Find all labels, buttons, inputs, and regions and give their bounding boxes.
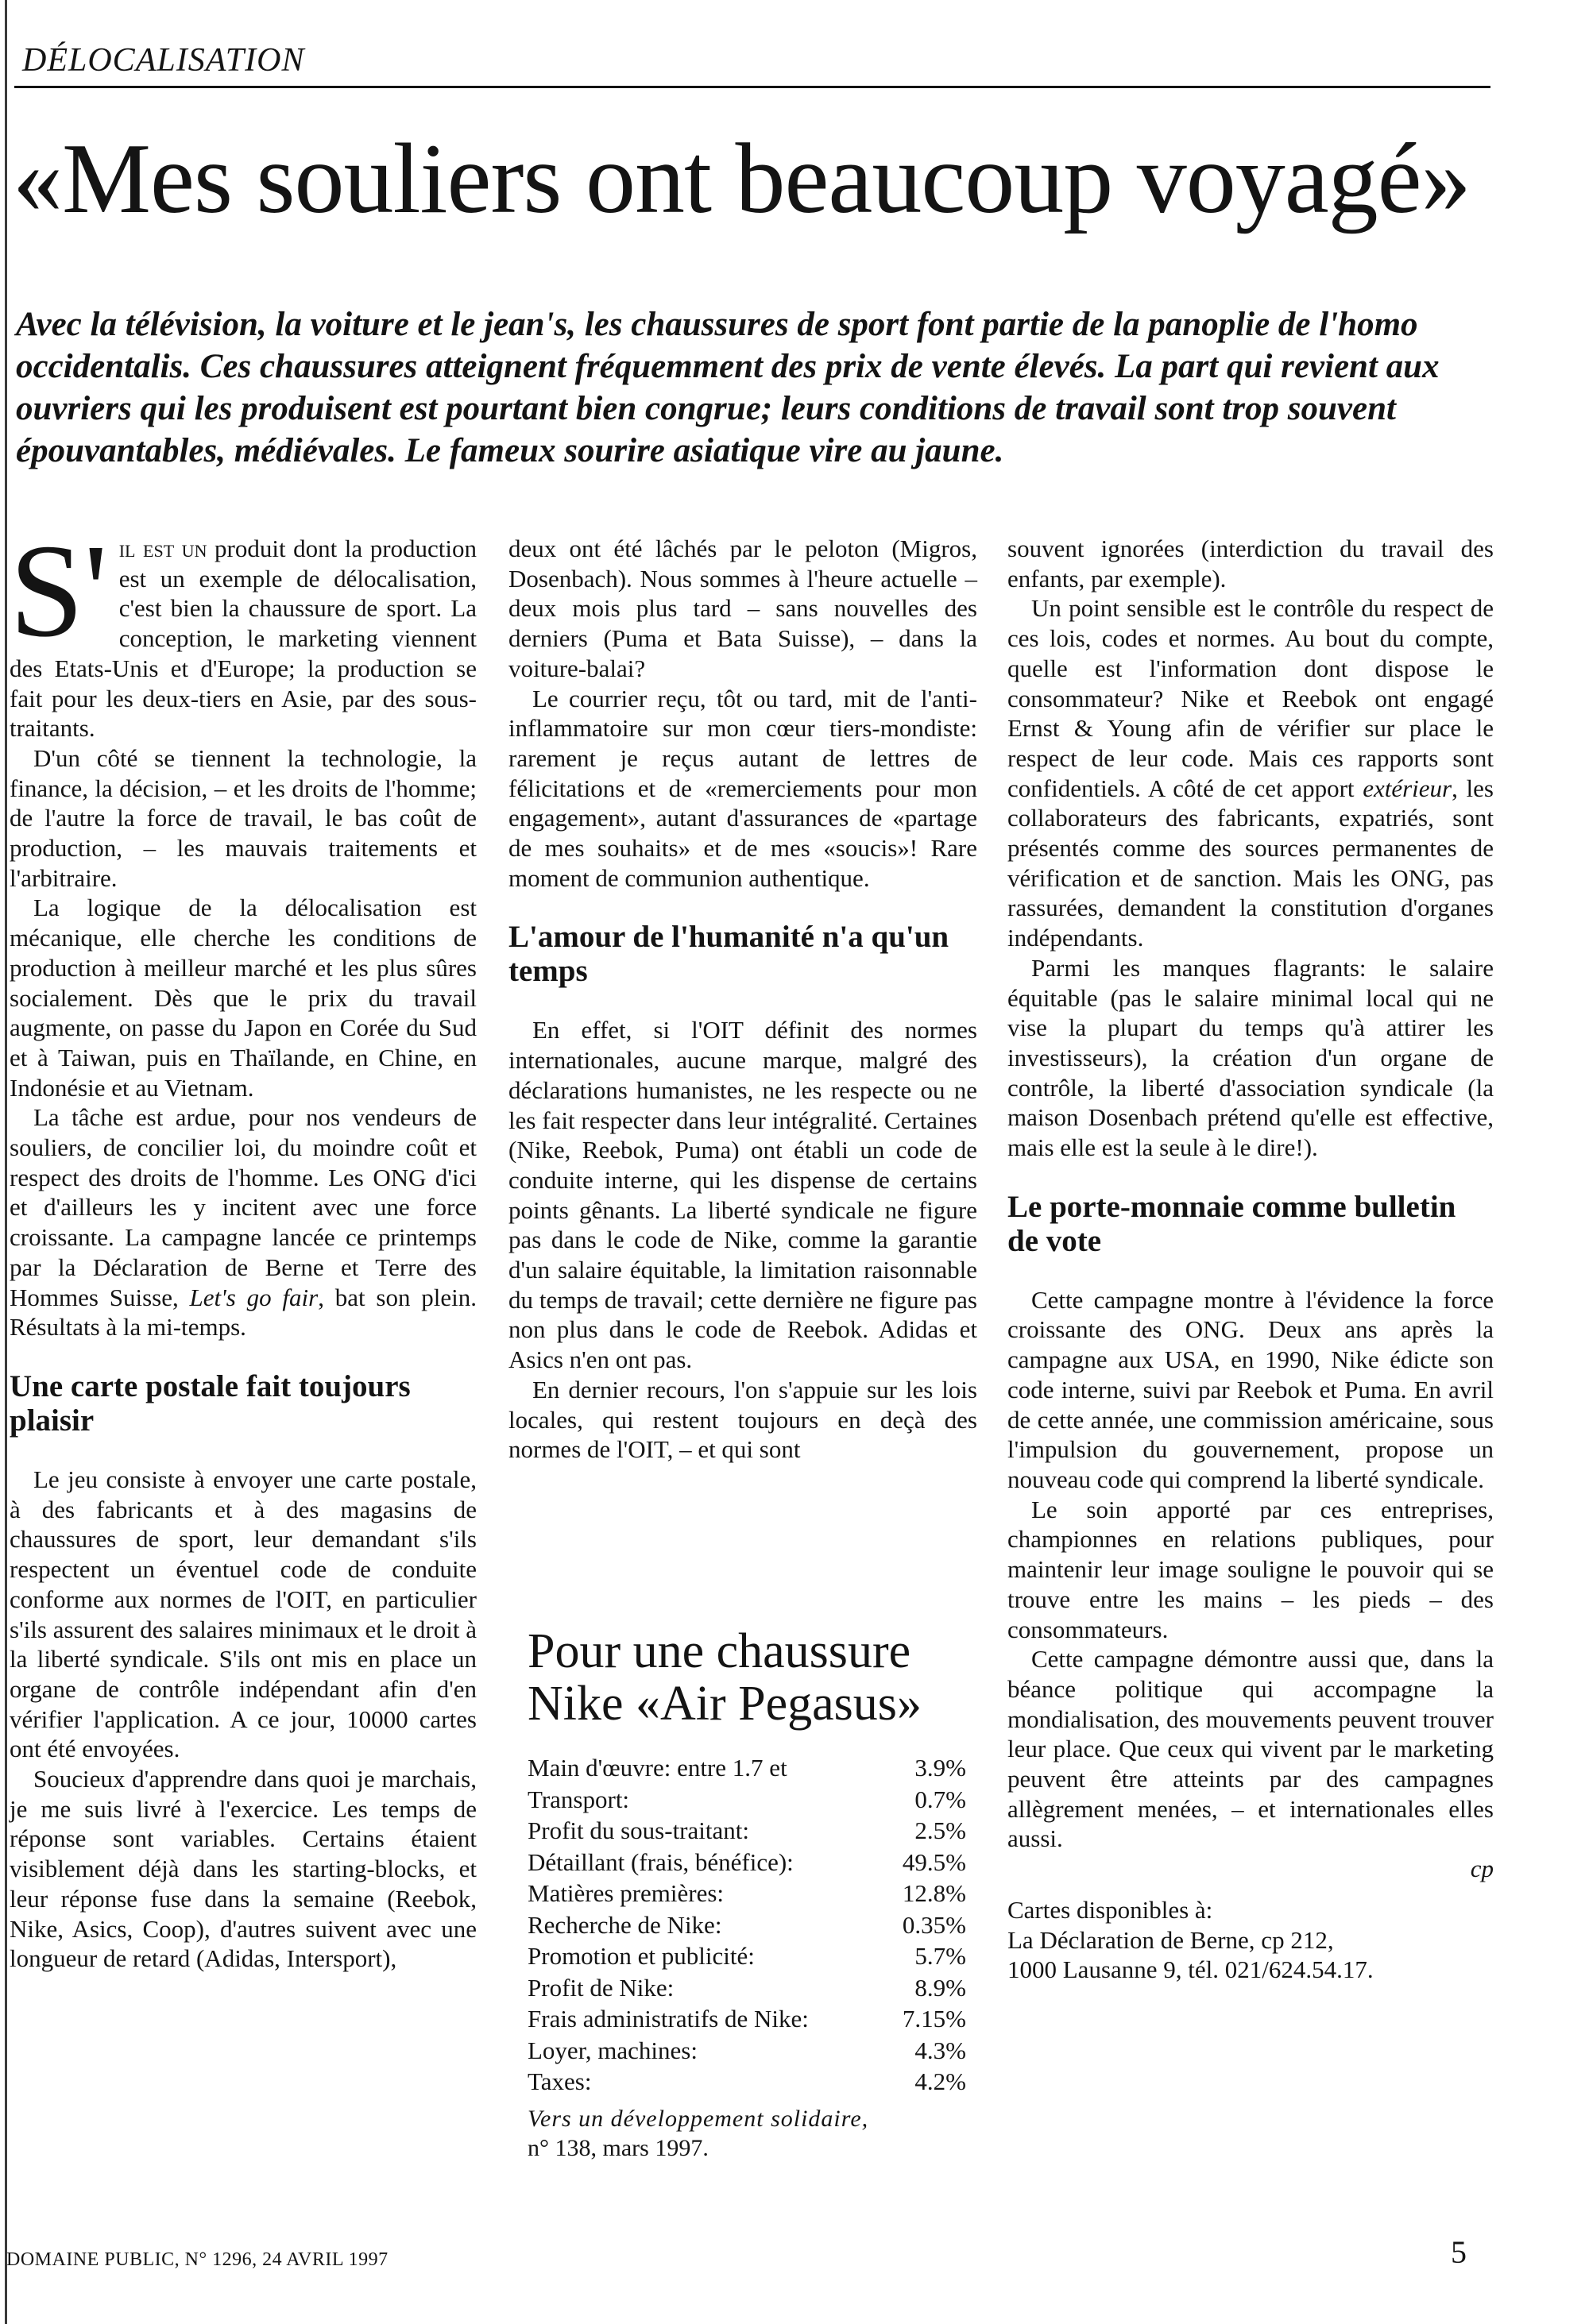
cost-label: Profit de Nike: bbox=[528, 1973, 675, 2002]
source-title: Vers un développement solidaire, bbox=[528, 2105, 869, 2132]
cost-row bbox=[528, 2003, 966, 2035]
column-2 bbox=[508, 534, 977, 1465]
cost-label: Loyer, machines: bbox=[528, 2036, 698, 2064]
author-signature bbox=[1007, 1854, 1494, 1884]
headline: «Mes souliers ont beaucoup voyagé» bbox=[13, 124, 1471, 234]
cost-label: Recherche de Nike: bbox=[528, 1910, 722, 1939]
cost-row bbox=[528, 1940, 966, 1972]
cost-value: 2.5% bbox=[914, 1816, 966, 1844]
box-source bbox=[528, 2104, 966, 2163]
subheading-carte-postale: Une carte postale fait toujours plaisir bbox=[10, 1369, 411, 1438]
cost-value: 4.3% bbox=[914, 2036, 966, 2064]
col3-p2-text-b: , les collaborateurs des fabricants, expatriés, sont présentés comme des sources permanentes de vérification et de sanction. Mais les ONG, pas rassurées, demandent la constitution d'organes indépendants. bbox=[1007, 774, 1494, 952]
cost-value: 49.5% bbox=[902, 1847, 966, 1876]
box-title: Pour une chaussure Nike «Air Pegasus» bbox=[528, 1624, 922, 1731]
cost-row bbox=[528, 1847, 966, 1878]
cost-row bbox=[528, 2035, 966, 2067]
cost-value: 3.9% bbox=[914, 1754, 966, 1782]
cost-label: Main d'œuvre: entre 1.7 et bbox=[528, 1754, 787, 1782]
subheading-porte-monnaie: Le porte-monnaie comme bulletin de vote bbox=[1007, 1189, 1456, 1258]
lead-paragraph: Avec la télévision, la voiture et le jean's, les chaussures de sport font partie de la panoplie de l'homo occidentalis. Ces chaussures atteignent fréquemment des prix de vente élevés. La part qui revient aux ouvriers qui les produisent est pourtant bien congrue; leurs conditions de travail sont trop souvent épouvantables, médiévales. Le fameux sourire asiatique vire au jaune. bbox=[16, 306, 1440, 469]
subheading-amour-humanite: L'amour de l'humanité n'a qu'un temps bbox=[508, 920, 949, 989]
col3-paragraph-3: Parmi les manques flagrants: le salaire équitable (pas le salaire minimal local qui ne vise la plupart du temps qu'à attirer les investisseurs), la création d'un organe de contrôle, la liberté d'association syndicale (la maison Dosenbach prétend qu'elle est effective, mais elle est la seule à le dire!). bbox=[1007, 953, 1494, 1162]
col3-paragraph-6: Cette campagne démontre aussi que, dans la béance politique qui accompagne la mondialisation, des mouvements peuvent trouver leur place. Que ceux qui vivent par le marketing peuvent être atteints par des campagnes allègrement menées, – et internationales elles aussi. bbox=[1007, 1645, 1494, 1853]
col1-paragraph-6: Soucieux d'apprendre dans quoi je marchais, je me suis livré à l'exercice. Les temps de réponse sont variables. Certains étaient visiblement déjà dans les starting-blocks, et leur réponse fuse dans la semaine (Reebok, Nike, Asics, Coop), d'autres suivent avec une longueur de retard (Adidas, Intersport), bbox=[10, 1765, 477, 1973]
col1-paragraph-5: Le jeu consiste à envoyer une carte postale, à des fabricants et à des magasins de chaussures de sport, leur demandant s'ils respectent un éventuel code de conduite conforme aux normes de l'OIT, en particulier s'ils assurent des salaires minimaux et le droit à la liberté syndicale. S'ils ont mis en place un organe de contrôle indépendant afin d'en vérifier l'application. A ce jour, 10000 cartes ont été envoyées. bbox=[10, 1465, 477, 1763]
col1-paragraph-1 bbox=[10, 517, 477, 743]
margin-line bbox=[5, 0, 7, 2324]
cost-row bbox=[528, 1752, 966, 1784]
campaign-name: Let's go fair bbox=[189, 1283, 319, 1311]
cost-row bbox=[528, 1909, 966, 1941]
cards-label: Cartes disponibles à: bbox=[1007, 1895, 1213, 1924]
cost-label: Promotion et publicité: bbox=[528, 1942, 755, 1970]
col3-paragraph-2 bbox=[1007, 593, 1494, 952]
cards-address-line-2: 1000 Lausanne 9, tél. 021/624.54.17. bbox=[1007, 1955, 1374, 1984]
header-rule bbox=[14, 86, 1490, 88]
drop-cap: S' bbox=[10, 517, 108, 665]
cost-label: Profit du sous-traitant: bbox=[528, 1816, 749, 1844]
cost-breakdown-box bbox=[528, 1625, 966, 2163]
col3-paragraph-5: Le soin apporté par ces entreprises, championnes en relations publiques, pour maintenir leur image souligne le pouvoir qui se trouve entre les mains – les pieds – des consommateurs. bbox=[1007, 1495, 1494, 1643]
cost-value: 5.7% bbox=[914, 1942, 966, 1970]
col1-p4-text-b: , bat son plein. Résultats à la mi-temps. bbox=[10, 1283, 477, 1342]
col3-p2-text-a: Un point sensible est le contrôle du respect de ces lois, codes et normes. Au bout du compte, quelle est l'information dont dispose le consommateur? Nike et Reebok ont engagé Ernst & Young afin de vérifier sur place le respect de leur code. Mais ces rapports sont confidentiels. A côté de cet apport bbox=[1007, 594, 1494, 802]
cost-row bbox=[528, 1878, 966, 1909]
col1-paragraph-2: D'un côté se tiennent la technologie, la finance, la décision, – et les droits de l'homme; de l'autre la force de travail, le bas coût de production, – les mauvais traitements et l'arbitraire. bbox=[10, 743, 477, 892]
col1-paragraph-3: La logique de la délocalisation est mécanique, elle cherche les conditions de production à meilleur marché et les plus sûres socialement. Dès que le prix du travail augmente, on passe du Japon en Corée du Sud et à Taiwan, puis en Thaïlande, en Chine, en Indonésie et au Vietnam. bbox=[10, 894, 477, 1102]
col1-p4-text-a: La tâche est ardue, pour nos vendeurs de souliers, de concilier loi, du moindre coût et respect des droits de l'homme. Les ONG d'ici et d'ailleurs les y incitent avec une force croissante. La campagne lancée ce printemps par la Déclaration de Berne et Terre des Hommes Suisse, bbox=[10, 1103, 477, 1311]
cost-label: Frais administratifs de Nike: bbox=[528, 2005, 809, 2033]
col1-p1-text: produit dont la production est un exemple de délocalisation, c'est bien la chaussure de sport. La conception, le marketing viennent des Etats-Unis et d'Europe; la production se fait pour les deux-tiers en Asie, par des sous-traitants. bbox=[10, 535, 477, 743]
cost-row bbox=[528, 1972, 966, 2004]
col3-paragraph-4: Cette campagne montre à l'évidence la force croissante des ONG. Deux ans après la campagne aux USA, en 1990, Nike édicte son code interne, suivi par Reebok et Puma. En avril de cette année, une commission américaine, sous l'impulsion du gouvernement, propose un nouveau code qui comprend la liberté syndicale. bbox=[1007, 1285, 1494, 1493]
signature-text: cp bbox=[1470, 1855, 1494, 1883]
cost-value: 12.8% bbox=[902, 1879, 966, 1907]
page-number: 5 bbox=[1451, 2234, 1467, 2270]
cost-value: 0.7% bbox=[914, 1785, 966, 1813]
col1-paragraph-4 bbox=[10, 1102, 477, 1342]
cost-row bbox=[528, 1784, 966, 1816]
emphasis-exterieur: extérieur bbox=[1363, 774, 1452, 802]
col2-paragraph-1: deux ont été lâchés par le peloton (Migros, Dosenbach). Nous sommes à l'heure actuelle – deux mois plus tard – sans nouvelles des derniers (Puma et Bata Suisse), – dans la voiture-balai? bbox=[508, 535, 977, 682]
cards-address bbox=[1007, 1895, 1494, 1985]
cost-value: 4.2% bbox=[914, 2067, 966, 2095]
cost-table bbox=[528, 1752, 966, 2098]
section-label: DÉLOCALISATION bbox=[22, 42, 305, 79]
cost-value: 8.9% bbox=[914, 1973, 966, 2002]
col2-paragraph-3: En effet, si l'OIT définit des normes internationales, aucune marque, malgré des déclarations humanistes, ne les respecte ou ne les fait respecter dans leur intégralité. Certaines (Nike, Reebok, Puma) ont établi un code de conduite interne, qui les dispense de certains points gênants. La liberté syndicale ne figure pas dans le code de Nike, comme la garantie d'un salaire équitable, la limitation raisonnable du temps de travail; cette dernière ne figure pas non plus dans le code de Reebok. Adidas et Asics n'en ont pas. bbox=[508, 1016, 977, 1374]
cost-label: Transport: bbox=[528, 1785, 630, 1813]
cost-label: Matières premières: bbox=[528, 1879, 725, 1907]
col2-paragraph-2: Le courrier reçu, tôt ou tard, mit de l'anti-inflammatoire sur mon cœur tiers-mondiste: rarement je reçus autant de lettres de félicitations et de «remerciements pour mon engagement», autant d'assurances de «partage de mes souhaits» et de mes «soucis»! Rare moment de communion authentique. bbox=[508, 684, 977, 892]
cost-row bbox=[528, 1815, 966, 1847]
source-issue: n° 138, mars 1997. bbox=[528, 2134, 709, 2161]
cost-value: 0.35% bbox=[902, 1910, 966, 1939]
cost-value: 7.15% bbox=[902, 2005, 966, 2033]
column-1 bbox=[10, 517, 477, 1974]
cost-row bbox=[528, 2066, 966, 2098]
column-3 bbox=[1007, 534, 1494, 1985]
col2-paragraph-4: En dernier recours, l'on s'appuie sur les lois locales, qui restent toujours en deçà des normes de l'OIT, – et qui sont bbox=[508, 1375, 977, 1464]
footer-publication: DOMAINE PUBLIC, N° 1296, 24 AVRIL 1997 bbox=[6, 2249, 389, 2270]
opening-smallcaps: il est un bbox=[118, 535, 207, 562]
col3-paragraph-1: souvent ignorées (interdiction du travail des enfants, par exemple). bbox=[1007, 535, 1494, 593]
cost-label: Détaillant (frais, bénéfice): bbox=[528, 1847, 794, 1876]
cards-address-line-1: La Déclaration de Berne, cp 212, bbox=[1007, 1925, 1334, 1954]
cost-label: Taxes: bbox=[528, 2067, 592, 2095]
